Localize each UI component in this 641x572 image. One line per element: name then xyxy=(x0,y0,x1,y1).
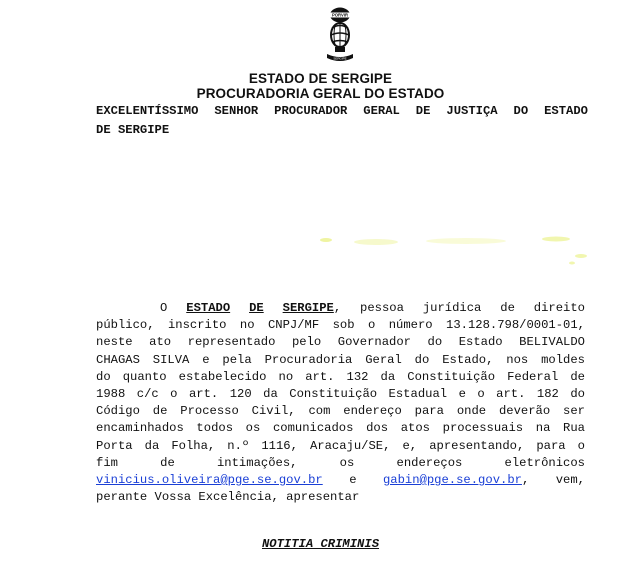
body-line: 1988 c/c o art. 120 da Constituição Estadual e o art. 182 do xyxy=(96,387,585,402)
header-agency-name: PROCURADORIA GERAL DO ESTADO xyxy=(196,86,445,101)
body-line: do quanto estabelecido no art. 132 da Constituição Federal de xyxy=(96,369,585,384)
seal-motto: PORVIR xyxy=(332,12,348,18)
body-line: encaminhados todos os comunicados dos atos processuais na Rua xyxy=(96,421,585,436)
seal-subtext: SERGIPE xyxy=(333,56,347,61)
party-de: DE xyxy=(249,301,264,315)
highlight-smudge xyxy=(316,228,596,268)
email-link-vinicius[interactable]: vinicius.oliveira@pge.se.gov.br xyxy=(96,473,323,488)
body-line: CHAGAS SILVA e pela Procuradoria Geral do Estado, nos moldes xyxy=(96,352,585,367)
addressee-block xyxy=(96,102,588,140)
body-line: Código de Processo Civil, com endereço para onde deverão ser xyxy=(96,404,585,419)
state-seal-logo xyxy=(322,6,358,66)
header-state-name: ESTADO DE SERGIPE xyxy=(248,71,393,86)
email-link-gabin[interactable]: gabin@pge.se.gov.br xyxy=(382,473,522,488)
petition-body xyxy=(96,300,585,506)
body-line: público, inscrito no CNPJ/MF sob o número 13.128.798/0001-01, xyxy=(96,318,585,333)
party-estado: ESTADO xyxy=(186,301,231,315)
body-line: fim de intimações, os endereços eletrônicos xyxy=(96,455,585,470)
body-line: neste ato representado pelo Governador do Estado BELIVALDO xyxy=(96,335,585,350)
addressee-line-2: DE SERGIPE xyxy=(96,123,170,137)
document-title: NOTITIA CRIMINIS xyxy=(261,537,380,551)
body-line: perante Vossa Excelência, apresentar xyxy=(96,490,360,505)
body-line: Porta da Folha, n.º 1116, Aracaju/SE, e, apresentando, para o xyxy=(96,438,585,453)
party-sergipe: SERGIPE xyxy=(282,301,334,315)
body-line: O ESTADO DE SERGIPE, pessoa jurídica de direito xyxy=(160,301,585,315)
body-line: vinicius.oliveira@pge.se.gov.br e gabin@pge.se.gov.br, vem, xyxy=(96,473,585,488)
addressee-line-1: EXCELENTÍSSIMO SENHOR PROCURADOR GERAL DE JUSTIÇA DO ESTADO xyxy=(96,104,588,118)
